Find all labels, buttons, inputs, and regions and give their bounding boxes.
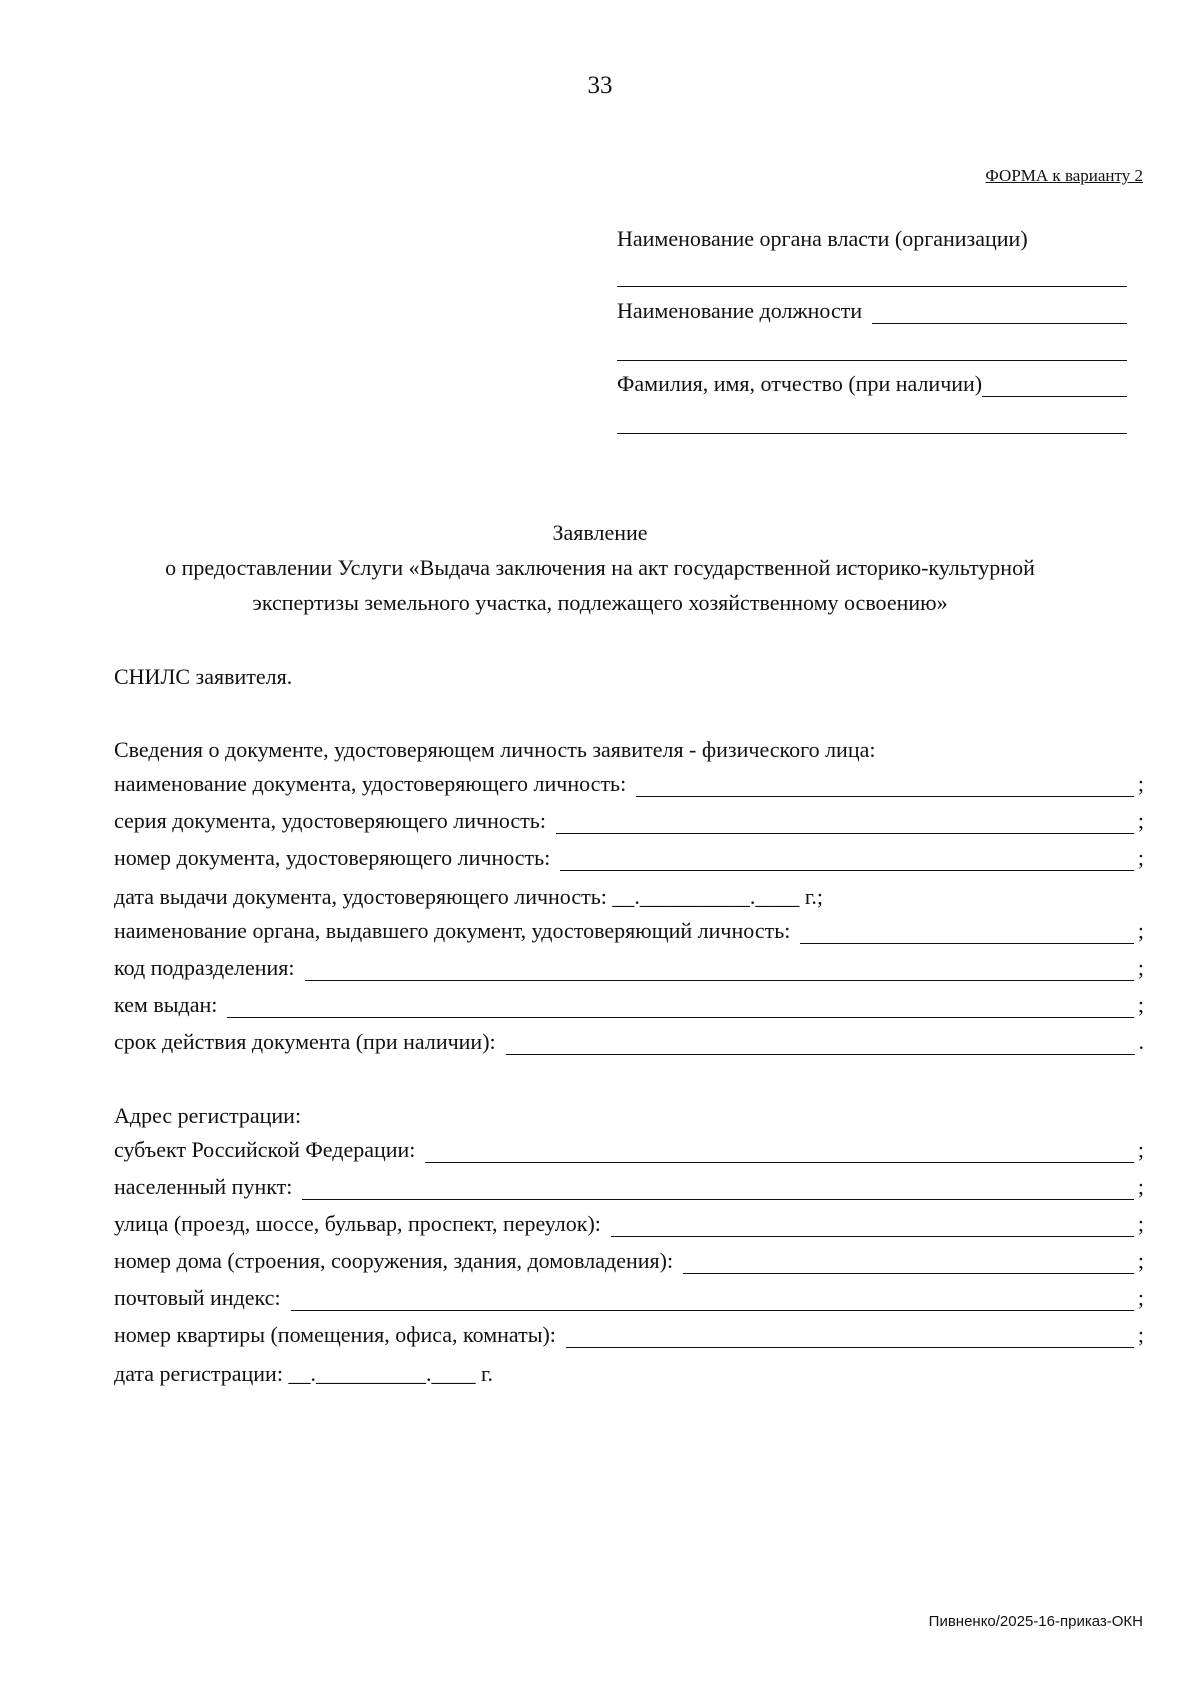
form-reference: ФОРМА к варианту 2	[985, 166, 1143, 185]
fio-label: Фамилия, имя, отчество (при наличии)	[617, 371, 983, 396]
field-street: улица (проезд, шоссе, бульвар, проспект, переулок): ;	[114, 1211, 1144, 1236]
field-locality: населенный пункт: ;	[114, 1174, 1144, 1199]
identity-heading: Сведения о документе, удостоверяющем личность заявителя - физического лица:	[114, 737, 876, 762]
footer-reference: Пивненко/2025-16-приказ-ОКН	[928, 1613, 1143, 1630]
snils-label: СНИЛС заявителя.	[114, 664, 293, 689]
fio-line-2[interactable]	[617, 433, 1127, 434]
page-number: 33	[587, 72, 613, 99]
field-postal-code: почтовый индекс: ;	[114, 1285, 1144, 1310]
title-line-1: о предоставлении Услуги «Выдача заключения на акт государственной историко-культурной	[165, 555, 1035, 580]
field-issuer: наименование органа, выдавшего документ, удостоверяющий личность: ;	[114, 918, 1144, 943]
street-blank[interactable]	[611, 1214, 1134, 1237]
fio-line[interactable]	[982, 376, 1127, 397]
organ-label: Наименование органа власти (организации)	[617, 226, 1028, 251]
doc-name-blank[interactable]	[636, 774, 1134, 797]
house-blank[interactable]	[683, 1251, 1134, 1274]
title-heading: Заявление	[552, 520, 648, 545]
series-blank[interactable]	[556, 811, 1134, 834]
organ-line[interactable]	[617, 286, 1127, 287]
field-division-code: код подразделения: ;	[114, 955, 1144, 980]
application-title	[0, 515, 1200, 620]
field-apartment: номер квартиры (помещения, офиса, комнаты): ;	[114, 1322, 1144, 1347]
postal-code-blank[interactable]	[291, 1288, 1134, 1311]
position-line-2[interactable]	[617, 360, 1127, 361]
field-series: серия документа, удостоверяющего личность: ;	[114, 808, 1144, 833]
field-reg-date[interactable]: дата регистрации: __.__________.____ г.	[114, 1361, 493, 1386]
number-blank[interactable]	[560, 848, 1134, 871]
field-region: субъект Российской Федерации: ;	[114, 1137, 1144, 1162]
field-number: номер документа, удостоверяющего личность: ;	[114, 845, 1144, 870]
field-doc-name: наименование документа, удостоверяющего личность: ;	[114, 771, 1144, 796]
field-issued-by: кем выдан: ;	[114, 992, 1144, 1017]
issuer-blank[interactable]	[800, 921, 1134, 944]
address-heading: Адрес регистрации:	[114, 1103, 302, 1128]
division-code-blank[interactable]	[305, 958, 1134, 981]
issued-by-blank[interactable]	[227, 995, 1134, 1018]
field-validity: срок действия документа (при наличии): .	[114, 1029, 1144, 1054]
title-line-2: экспертизы земельного участка, подлежащего хозяйственному освоению»	[252, 590, 948, 615]
position-label: Наименование должности	[617, 298, 863, 323]
position-line[interactable]	[872, 303, 1127, 324]
apartment-blank[interactable]	[566, 1325, 1134, 1348]
field-house: номер дома (строения, сооружения, здания, домовладения): ;	[114, 1248, 1144, 1273]
field-issue-date[interactable]: дата выдачи документа, удостоверяющего личность: __.__________.____ г.;	[114, 884, 824, 909]
region-blank[interactable]	[425, 1140, 1133, 1163]
validity-blank[interactable]	[506, 1032, 1135, 1055]
locality-blank[interactable]	[302, 1177, 1134, 1200]
